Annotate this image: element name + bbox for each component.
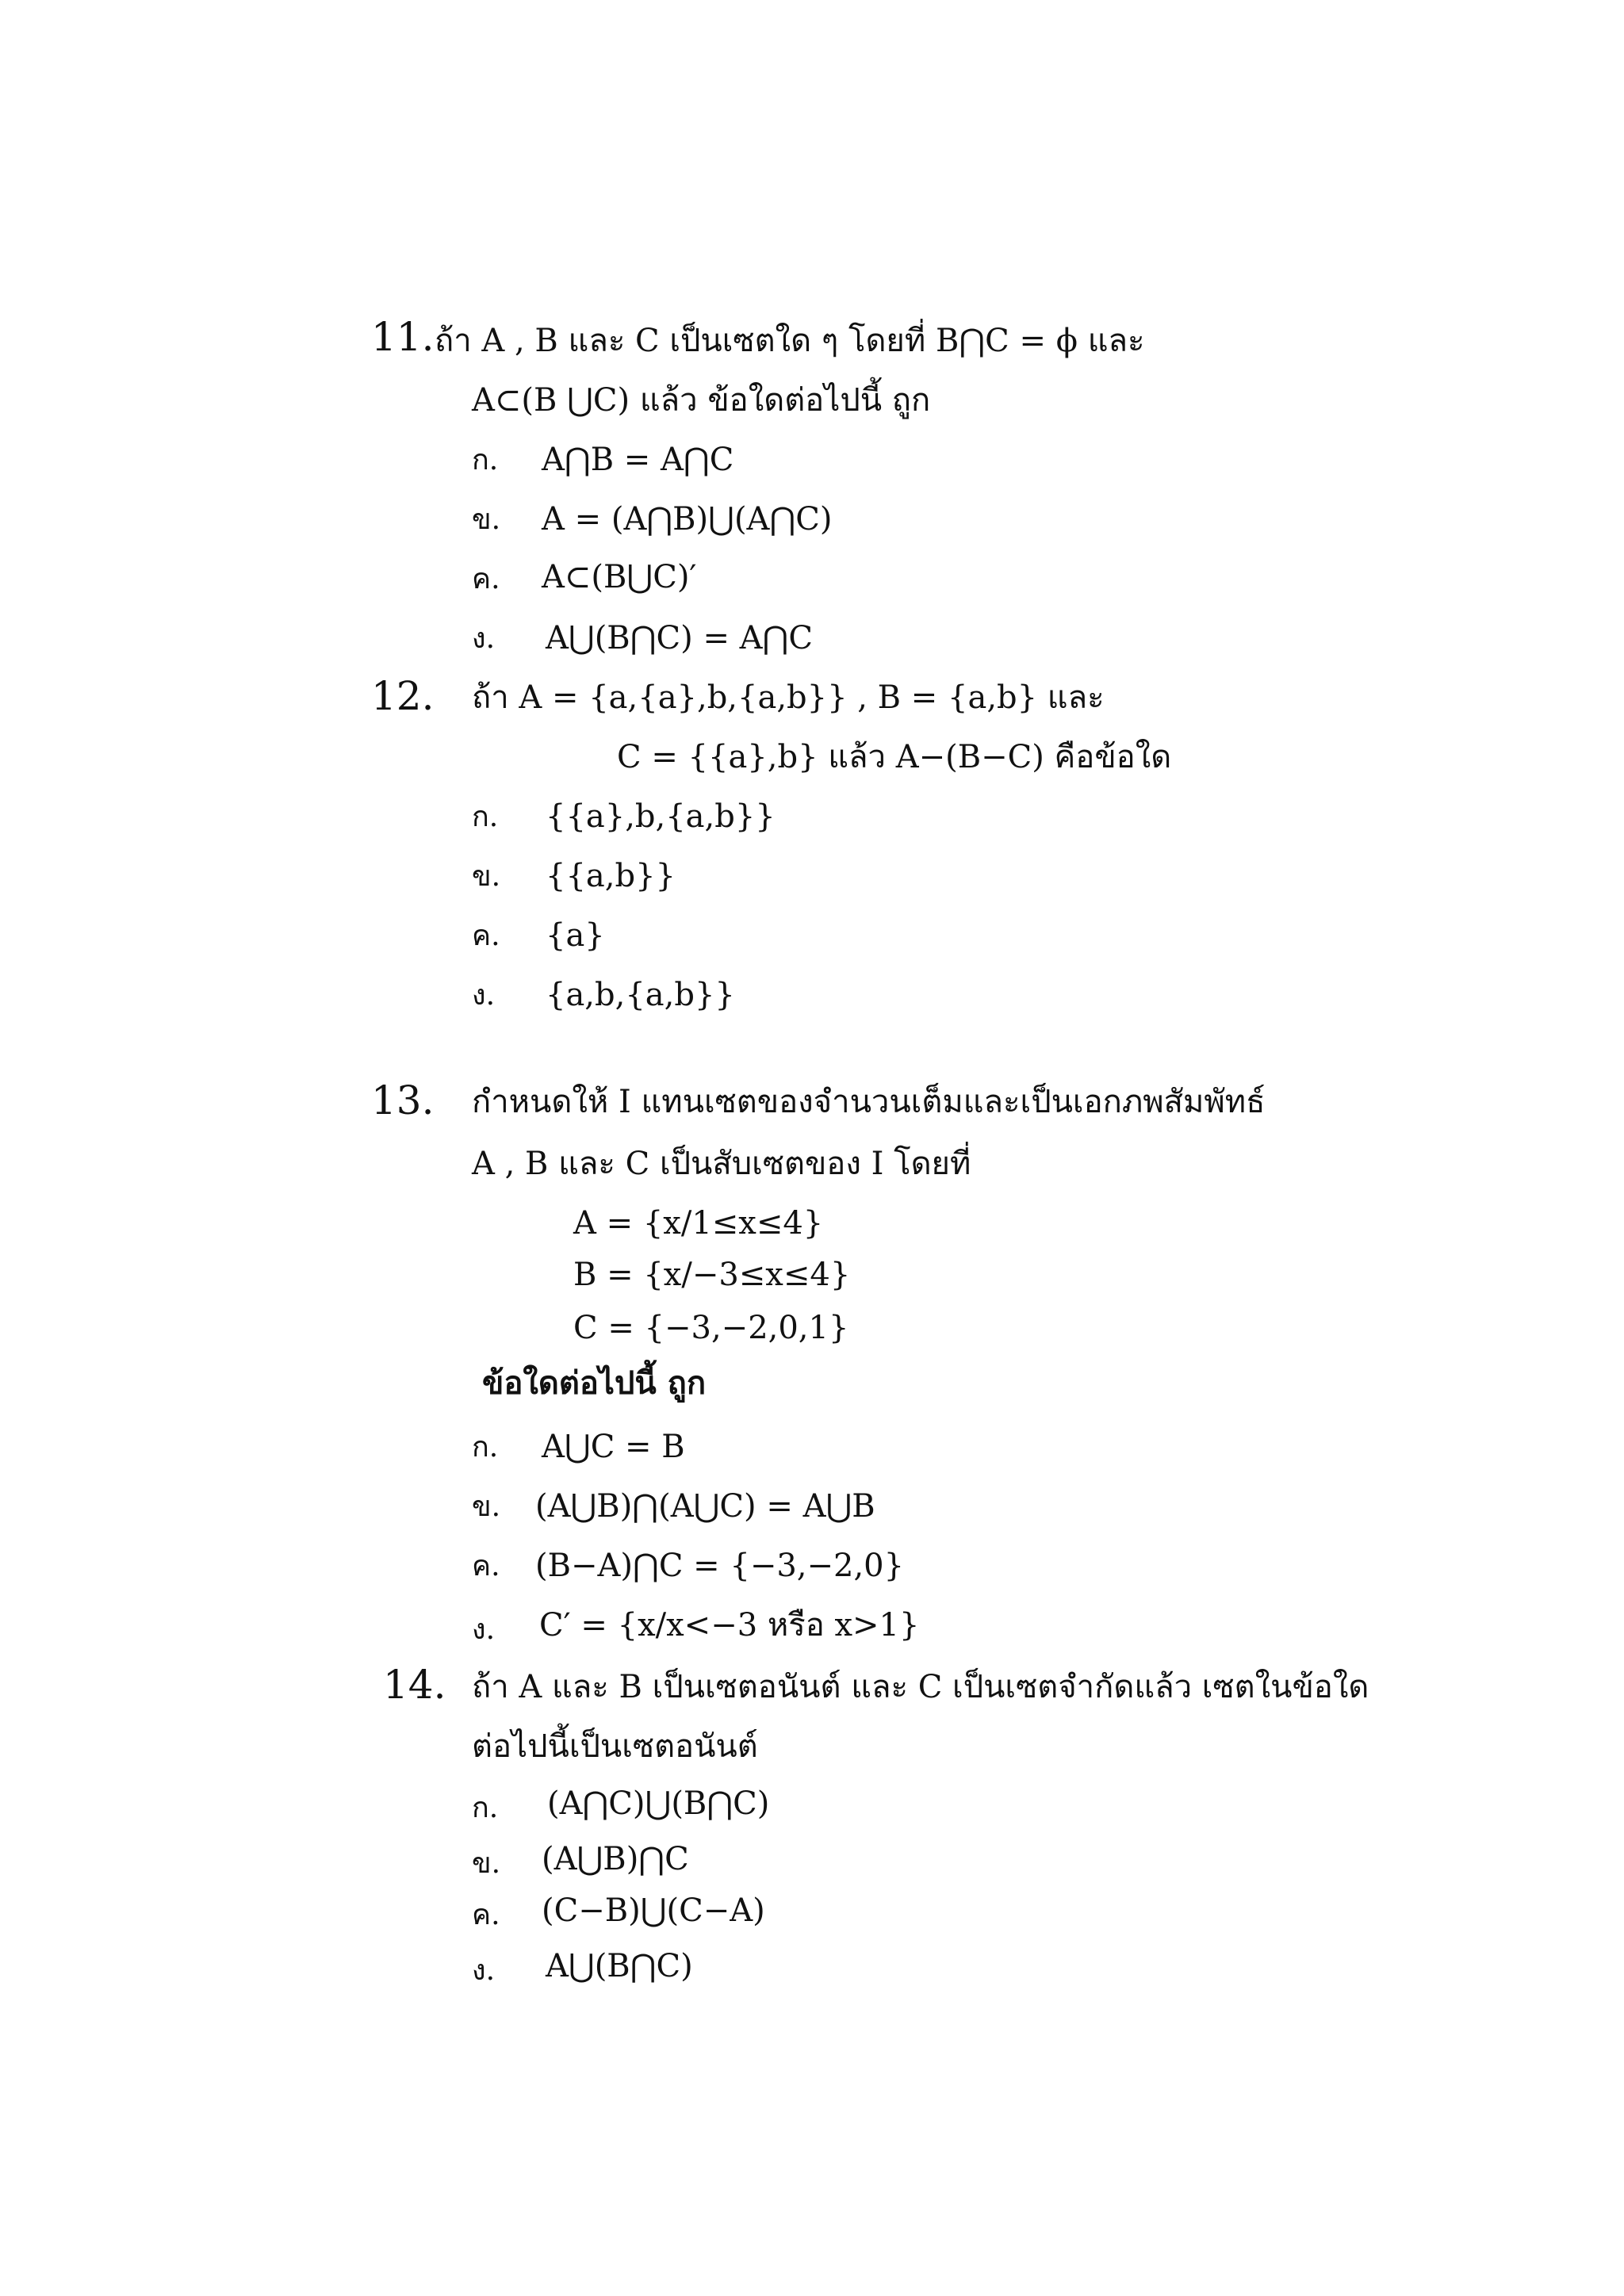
question-13-stem-line1: กำหนดให้ I แทนเซตของจำนวนเต็มและเป็นเอกภพสัมพัทธ์ bbox=[472, 1084, 1266, 1120]
q12-choice-label: ค. bbox=[472, 920, 500, 952]
set-a-definition: A = {x/1≤x≤4} bbox=[573, 1205, 824, 1242]
q12-choice-text: {{a,b}} bbox=[546, 858, 676, 894]
q12-choice-label: ง. bbox=[472, 979, 496, 1012]
q14-choice-text: (A⋂C)⋃(B⋂C) bbox=[547, 1785, 770, 1822]
q11-choice-text: A = (A⋂B)⋃(A⋂C) bbox=[542, 501, 833, 538]
q13-choice-label: ค. bbox=[472, 1550, 500, 1582]
q13-choice-label: ข. bbox=[472, 1490, 501, 1523]
q12-choice-text: {{a},b,{a,b}} bbox=[546, 798, 776, 835]
q11-choice-label: ก. bbox=[472, 444, 499, 476]
q12-choice-label: ก. bbox=[472, 801, 499, 833]
q11-choice-text: A⋃(B⋂C) = A⋂C bbox=[546, 620, 813, 656]
question-11-number: 11. bbox=[371, 314, 435, 360]
question-12-stem-line1: ถ้า A = {a,{a},b,{a,b}} , B = {a,b} และ bbox=[472, 679, 1105, 716]
q14-choice-label: ก. bbox=[472, 1792, 499, 1824]
question-13-stem-line2: A , B และ C เป็นสับเซตของ I โดยที่ bbox=[472, 1146, 971, 1182]
question-14-stem-line2: ต่อไปนี้เป็นเซตอนันต์ bbox=[472, 1728, 758, 1765]
q14-choice-text: (A⋃B)⋂C bbox=[542, 1841, 689, 1877]
question-13-stem-line3: ข้อใดต่อไปนี้ ถูก bbox=[482, 1364, 707, 1402]
question-14-stem-line1: ถ้า A และ B เป็นเซตอนันต์ และ C เป็นเซตจำกัดแล้ว เซตในข้อใด bbox=[472, 1669, 1369, 1705]
q14-choice-text: A⋃(B⋂C) bbox=[546, 1948, 693, 1984]
question-12-number: 12. bbox=[371, 673, 435, 719]
q12-choice-text: {a,b,{a,b}} bbox=[546, 977, 735, 1013]
q13-choice-label: ก. bbox=[472, 1431, 499, 1464]
q13-choice-text: (B−A)⋂C = {−3,−2,0} bbox=[535, 1548, 905, 1584]
question-11-stem-line1: ถ้า A , B และ C เป็นเซตใด ๆ โดยที่ B⋂C = ϕ และ bbox=[435, 323, 1145, 359]
q13-choice-text: C′ = {x/x<−3 หรือ x>1} bbox=[539, 1607, 920, 1644]
q11-choice-label: ข. bbox=[472, 503, 501, 536]
q11-choice-text: A⊂(B⋃C)′ bbox=[542, 559, 697, 595]
q13-choice-label: ง. bbox=[472, 1613, 496, 1646]
q14-choice-label: ข. bbox=[472, 1847, 501, 1880]
q13-choice-text: A⋃C = B bbox=[542, 1429, 685, 1465]
q11-choice-label: ง. bbox=[472, 622, 496, 655]
q14-choice-label: ง. bbox=[472, 1954, 496, 1987]
q12-choice-text: {a} bbox=[546, 917, 605, 954]
q14-choice-label: ค. bbox=[472, 1899, 500, 1931]
question-14-number: 14. bbox=[383, 1662, 446, 1708]
q11-choice-text: A⋂B = A⋂C bbox=[542, 442, 734, 478]
q12-choice-label: ข. bbox=[472, 860, 501, 893]
q13-choice-text: (A⋃B)⋂(A⋃C) = A⋃B bbox=[535, 1488, 875, 1525]
q11-choice-label: ค. bbox=[472, 563, 500, 595]
q14-choice-text: (C−B)⋃(C−A) bbox=[542, 1892, 765, 1929]
question-12-stem-line2: C = {{a},b} แล้ว A−(B−C) คือข้อใด bbox=[617, 739, 1172, 775]
question-11-stem-line2: A⊂(B ⋃C) แล้ว ข้อใดต่อไปนี้ ถูก bbox=[472, 382, 931, 419]
question-13-number: 13. bbox=[371, 1077, 435, 1123]
set-b-definition: B = {x/−3≤x≤4} bbox=[573, 1257, 851, 1293]
set-c-definition: C = {−3,−2,0,1} bbox=[573, 1310, 849, 1346]
